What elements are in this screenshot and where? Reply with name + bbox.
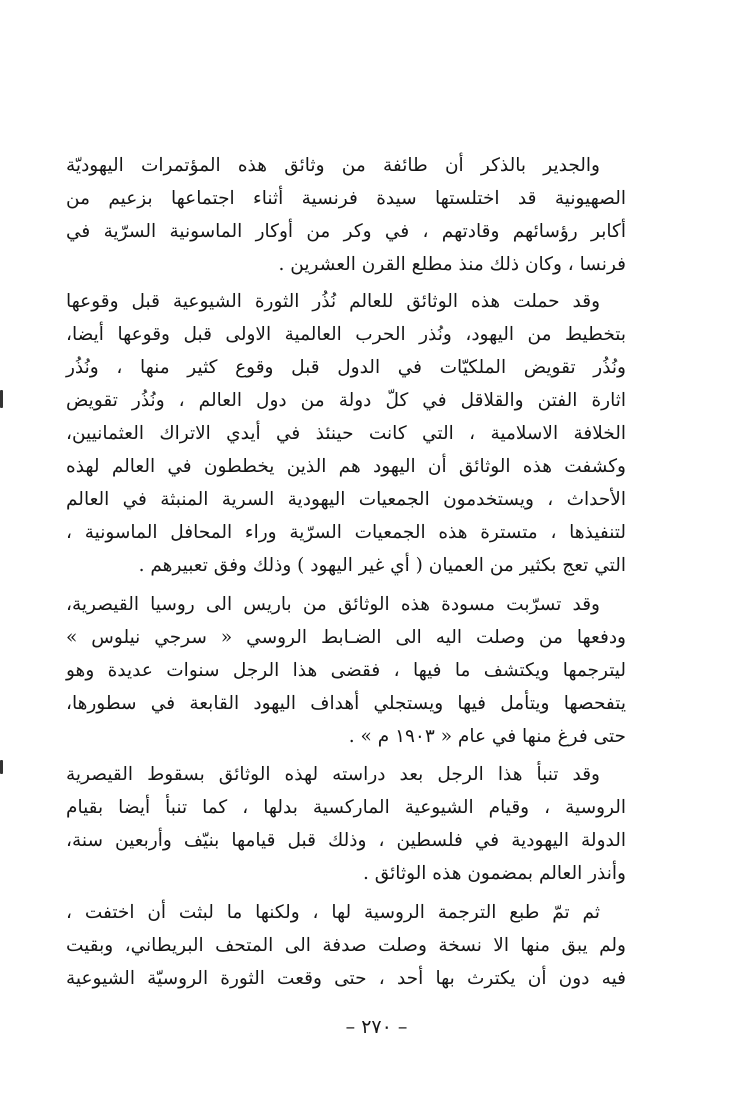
page-number: – ٢٧٠ – [345,1016,408,1038]
text-line: فرنسا ، وكان ذلك منذ مطلع القرن العشرين . [278,254,626,275]
text-line: وقد حملت هذه الوثائق للعالم نُذُر الثورة الشيوعية قبل وقوعها [66,291,600,312]
text-line: حتى فرغ منها في عام « ١٩٠٣ م » . [348,726,626,747]
text-line: ونُذُر تقويض الملكيّات في الدول قبل وقوع كثير منها ، ونُذُر [66,357,626,378]
text-line: وكشفت هذه الوثائق أن اليهود هم الذين يخططون في العالم لهذه [66,456,626,477]
text-line: وقد تسرّبت مسودة هذه الوثائق من باريس الى روسيا القيصرية، [66,594,600,615]
text-line: اثارة الفتن والقلاقل في كلّ دولة من دول العالم ، ونُذُر تقويض [66,390,626,411]
text-line: ولم يبق منها الا نسخة وصلت صدفة الى المتحف البريطاني، وبقيت [66,935,626,956]
text-line: وأنذر العالم بمضمون هذه الوثائق . [362,863,626,884]
text-line: التي تعج بكثير من العميان ( أي غير اليهود ) وذلك وفق تعبيرهم . [138,555,626,576]
text-line: ثم تمّ طبع الترجمة الروسية لها ، ولكنها ما لبثت أن اختفت ، [66,902,600,923]
paragraph-4 [66,758,626,890]
text-line: والجدير بالذكر أن طائفة من وثائق هذه المؤتمرات اليهوديّة [66,155,600,176]
text-line: الصهيونية قد اختلستها سيدة فرنسية أثناء اجتماعها بزعيم من [66,188,626,209]
scan-edge-mark [0,760,3,774]
text-line: الروسية ، وقيام الشيوعية الماركسية بدلها ، كما تنبأ أيضا بقيام [66,797,626,818]
text-line: الأحداث ، ويستخدمون الجمعيات اليهودية السرية المنبثة في العالم [66,489,626,510]
scan-edge-mark [0,390,3,408]
text-line: الخلافة الاسلامية ، التي كانت حينئذ في أيدي الاتراك العثمانيين، [66,423,626,444]
text-line: ودفعها من وصلت اليه الى الضـابط الروسي « سرجي نيلوس » [66,627,626,648]
paragraph-5 [66,896,626,995]
text-line: لتنفيذها ، متسترة هذه الجمعيات السرّية وراء المحافل الماسونية ، [66,522,626,543]
paragraph-3 [66,588,626,753]
text-line: ليترجمها ويكتشف ما فيها ، فقضى هذا الرجل سنوات عديدة وهو [66,660,626,681]
text-line: وقد تنبأ هذا الرجل بعد دراسته لهذه الوثائق بسقوط القيصرية [66,764,600,785]
paragraph-1 [66,149,626,281]
text-line: يتفحصها ويتأمل فيها ويستجلي أهداف اليهود القابعة في سطورها، [66,693,626,714]
paragraph-2 [66,285,626,582]
text-line: أكابر رؤسائهم وقادتهم ، في وكر من أوكار الماسونية السرّية في [66,221,626,242]
text-line: الدولة اليهودية في فلسطين ، وذلك قبل قيامها بنيّف وأربعين سنة، [66,830,626,851]
text-line: بتخطيط من اليهود، ونُذر الحرب العالمية الاولى قبل وقوعها أيضا، [66,324,626,345]
text-line: فيه دون أن يكترث بها أحد ، حتى وقعت الثورة الروسيّة الشيوعية [66,968,626,989]
